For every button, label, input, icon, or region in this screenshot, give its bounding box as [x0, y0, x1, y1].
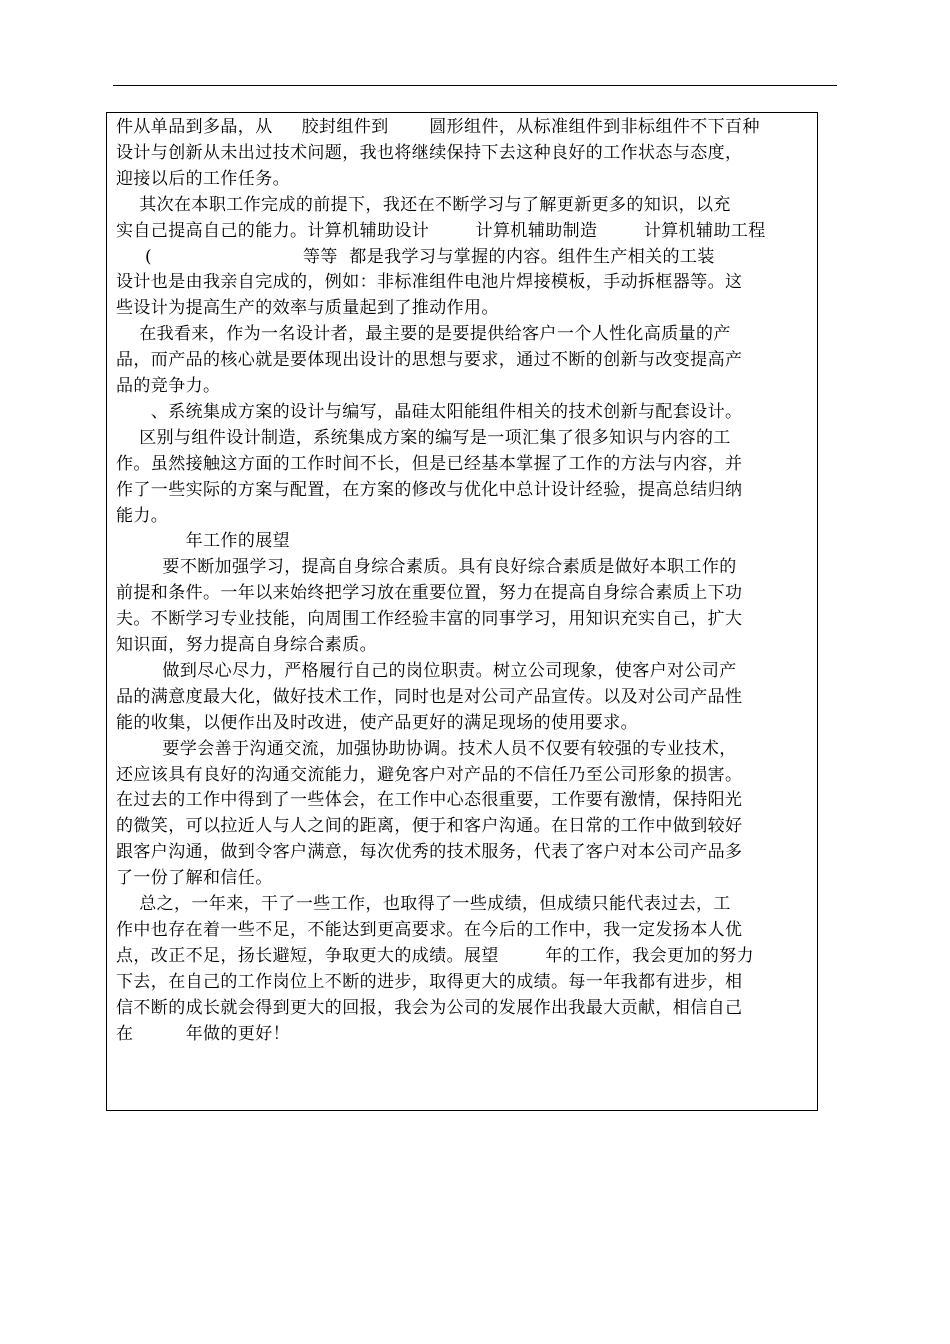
text-line: 作了一些实际的方案与配置，在方案的修改与优化中总计设计经验，提高总结归纳: [116, 479, 743, 500]
text-line: 能力。: [116, 505, 169, 526]
text-line: 跟客户沟通，做到令客户满意，每次优秀的技术服务，代表了客户对本公司产品多: [116, 842, 743, 863]
text-line: 前提和条件。一年以来始终把学习放在重要位置，努力在提高自身综合素质上下功: [116, 583, 743, 604]
text-line: 品的竞争力。: [116, 376, 221, 396]
text-line: 区别与组件设计制造，系统集成方案的编写是一项汇集了很多知识与内容的工: [116, 427, 731, 448]
text-line: 件从单品到多晶，从 胶封组件到 圆形组件，从标准组件到非标组件不下百种: [116, 117, 760, 137]
text-line: 些设计为提高生产的效率与质量起到了推动作用。: [116, 298, 499, 319]
text-line: 迎接以后的工作任务。: [116, 168, 290, 189]
text-line: 能的收集，以便作出及时改进，使产品更好的满足现场的使用要求。: [116, 712, 638, 733]
text-line: 其次在本职工作完成的前提下，我还在不断学习与了解更新更多的知识，以充: [116, 194, 731, 215]
text-line: 品，而产品的核心就是要体现出设计的思想与要求，通过不断的创新与改变提高产: [116, 350, 743, 371]
text-line: 设计也是由我亲自完成的，例如：非标准组件电池片焊接模板，手动拆框器等。这: [116, 272, 743, 293]
header-rule: [113, 85, 837, 86]
text-line: 信不断的成长就会得到更大的回报，我会为公司的发展作出我最大贡献，相信自己: [116, 997, 743, 1018]
text-line: 作。虽然接触这方面的工作时间不长，但是已经基本掌握了工作的方法与内容，并: [116, 453, 743, 474]
text-line: 在 年做的更好！: [116, 1023, 291, 1044]
text-line: 要不断加强学习，提高自身综合素质。具有良好综合素质是做好本职工作的: [116, 557, 737, 578]
text-line: 总之，一年来，干了一些工作，也取得了一些成绩，但成绩只能代表过去，工: [116, 894, 731, 914]
text-line: 品的满意度最大化，做好技术工作，同时也是对公司产品宣传。以及对公司产品性: [116, 686, 743, 707]
text-line: 作中也存在着一些不足，不能达到更高要求。在今后的工作中，我一定发扬本人优: [116, 919, 743, 940]
text-line: 要学会善于沟通交流，加强协助协调。技术人员不仅要有较强的专业技术，: [116, 738, 737, 759]
text-line: 夫。不断学习专业技能，向周围工作经验丰富的同事学习，用知识充实自己，扩大: [116, 609, 743, 630]
text-line: 的微笑，可以拉近人与人之间的距离，便于和客户沟通。在日常的工作中做到较好: [116, 816, 743, 837]
text-line: 在过去的工作中得到了一些体会，在工作中心态很重要，工作要有激情，保持阳光: [116, 790, 743, 811]
text-line: 设计与创新从未出过技术问题，我也将继续保持下去这种良好的工作状态与态度，: [116, 142, 743, 163]
text-line: 做到尽心尽力，严格履行自己的岗位职责。树立公司现象，使客户对公司产: [116, 660, 737, 681]
text-line: 知识面，努力提高自身综合素质。: [116, 635, 377, 655]
text-line: 年工作的展望: [116, 531, 291, 552]
text-line: 了一份了解和信任。: [116, 868, 273, 889]
text-line: 实自己提高自己的能力。计算机辅助设计 计算机辅助制造 计算机辅助工程: [116, 220, 766, 241]
text-line: 还应该具有良好的沟通交流能力，避免客户对产品的不信任乃至公司形象的损害。: [116, 764, 743, 785]
text-line: 下去，在自己的工作岗位上不断的进步，取得更大的成绩。每一年我都有进步，相: [116, 971, 743, 992]
text-line: ( 等等 都是我学习与掌握的内容。组件生产相关的工装: [116, 246, 715, 267]
text-line: 点，改正不足，扬长避短，争取更大的成绩。展望 年的工作，我会更加的努力: [116, 945, 755, 966]
text-line: 在我看来，作为一名设计者，最主要的是要提供给客户一个人性化高质量的产: [116, 324, 731, 345]
text-line: 、系统集成方案的设计与编写，晶硅太阳能组件相关的技术创新与配套设计。: [116, 401, 743, 422]
